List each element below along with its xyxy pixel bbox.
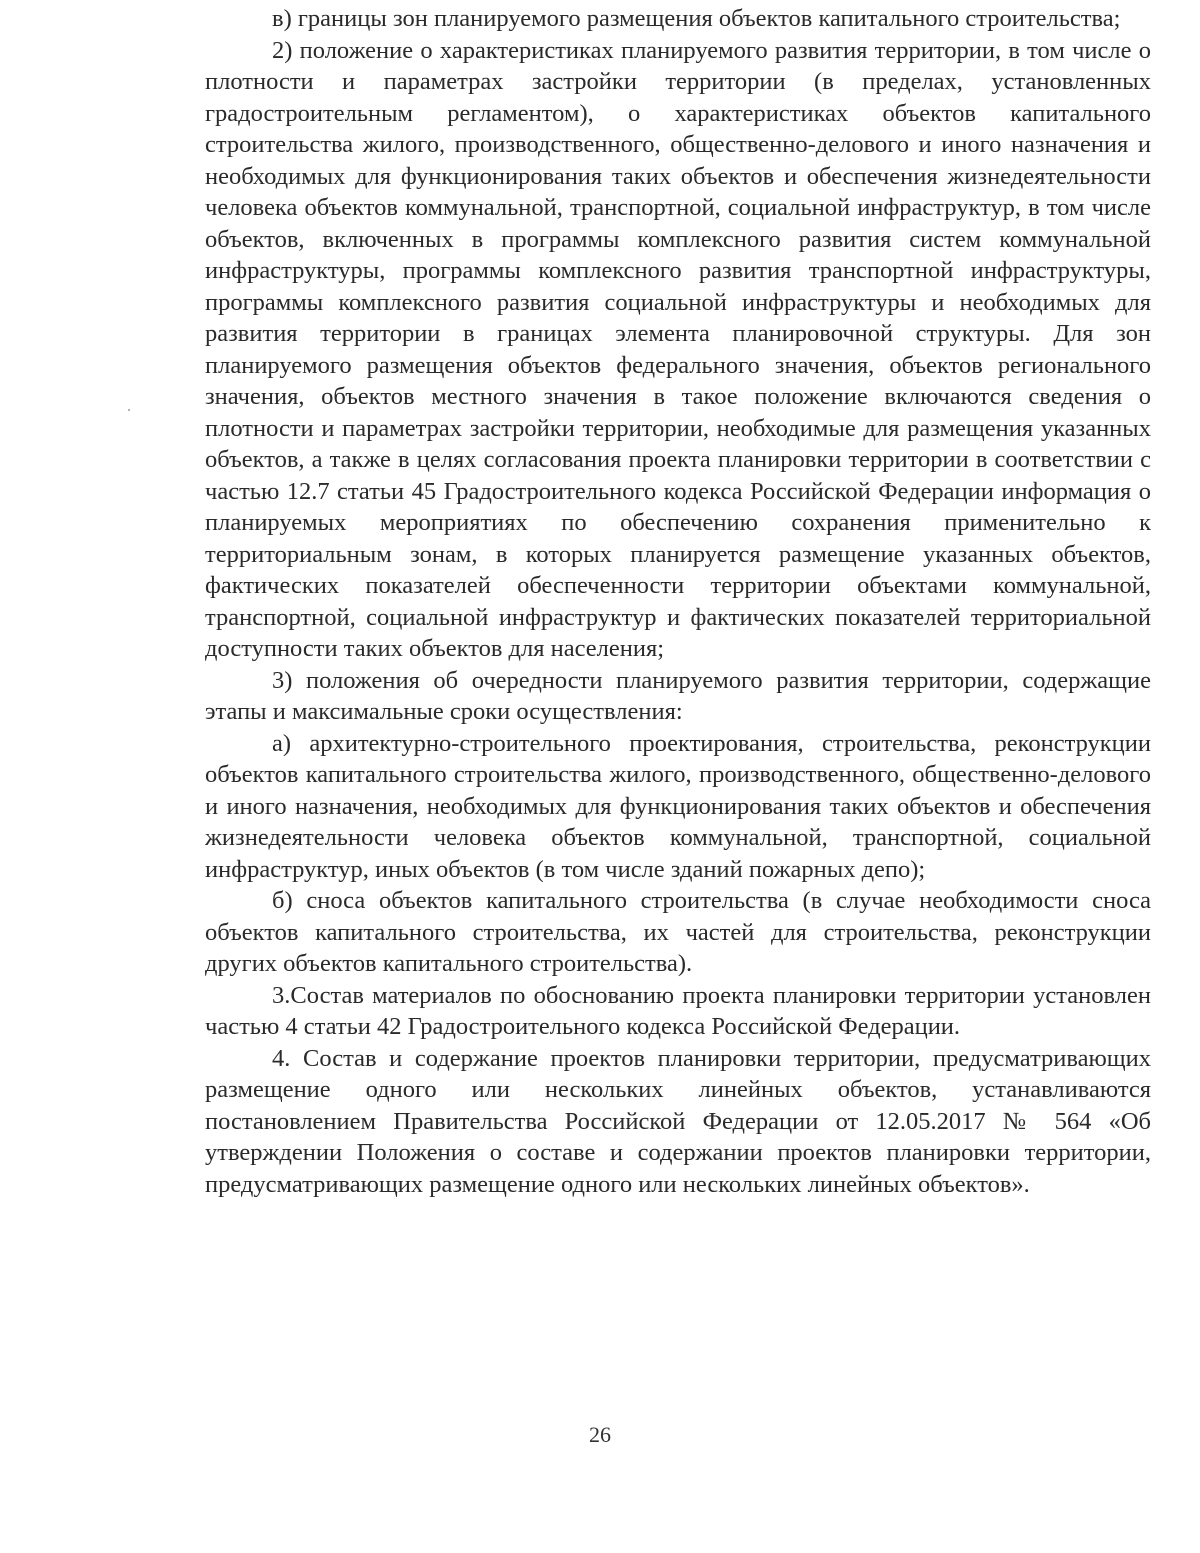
paragraph-architectural-design: а) архитектурно-строительного проектирования, строительства, реконструкции объектов капитального строительства жилого, производственного, общественно-делового и иного назначения, необходимых для функционирования таких объектов и обеспечения жизнедеятельности человека объектов коммунальной, транспортной, социальной инфраструктур, иных объектов (в том числе зданий пожарных депо); bbox=[205, 729, 1151, 883]
paragraph-linear-objects: 4. Состав и содержание проектов планировки территории, предусматривающих размещение одного или нескольких линейных объектов, устанавливаются постановлением Правительства Российской Федерации от 12.05.2017 № 564 «Об утверждении Положения о составе и содержании проектов планировки территории, предусматривающих размещение одного или нескольких линейных объектов». bbox=[205, 1044, 1151, 1198]
paragraph-justification-materials: 3.Состав материалов по обоснованию проекта планировки территории установлен частью 4 статьи 42 Градостроительного кодекса Российской Федерации. bbox=[205, 981, 1151, 1040]
document-body bbox=[205, 3, 1151, 1200]
paragraph-development-sequence: 3) положения об очередности планируемого развития территории, содержащие этапы и максимальные сроки осуществления: bbox=[205, 666, 1151, 725]
paragraph-demolition: б) сноса объектов капитального строительства (в случае необходимости сноса объектов капитального строительства, их частей для строительства, реконструкции других объектов капитального строительства). bbox=[205, 887, 1151, 977]
page-number: 26 bbox=[589, 1422, 611, 1447]
paragraph-zone-boundaries: в) границы зон планируемого размещения объектов капитального строительства; bbox=[272, 5, 1121, 32]
paragraph-development-characteristics: 2) положение о характеристиках планируемого развития территории, в том числе о плотности и параметрах застройки территории (в пределах, установленных градостроительным регламентом), о характеристиках объектов капитального строительства жилого, производственного, общественно-делового и иного назначения и необходимых для функционирования таких объектов и обеспечения жизнедеятельности человека объектов коммунальной, транспортной, социальной инфраструктур, в том числе объектов, включенных в программы комплексного развития систем коммунальной инфраструктуры, программы комплексного развития транспортной инфраструктуры, программы комплексного развития социальной инфраструктуры и необходимых для развития территории в границах элемента планировочной структуры. Для зон планируемого размещения объектов федерального значения, объектов регионального значения, объектов местного значения в такое положение включаются сведения о плотности и параметрах застройки территории, необходимые для размещения указанных объектов, а также в целях согласования проекта планировки территории в соответствии с частью 12.7 статьи 45 Градостроительного кодекса Российской Федерации информация о планируемых мероприятиях по обеспечению сохранения применительно к территориальным зонам, в которых планируется размещение указанных объектов, фактических показателей обеспеченности территории объектами коммунальной, транспортной, социальной инфраструктур и фактических показателей территориальной доступности таких объектов для населения; bbox=[205, 36, 1151, 662]
scan-speck bbox=[128, 409, 130, 411]
